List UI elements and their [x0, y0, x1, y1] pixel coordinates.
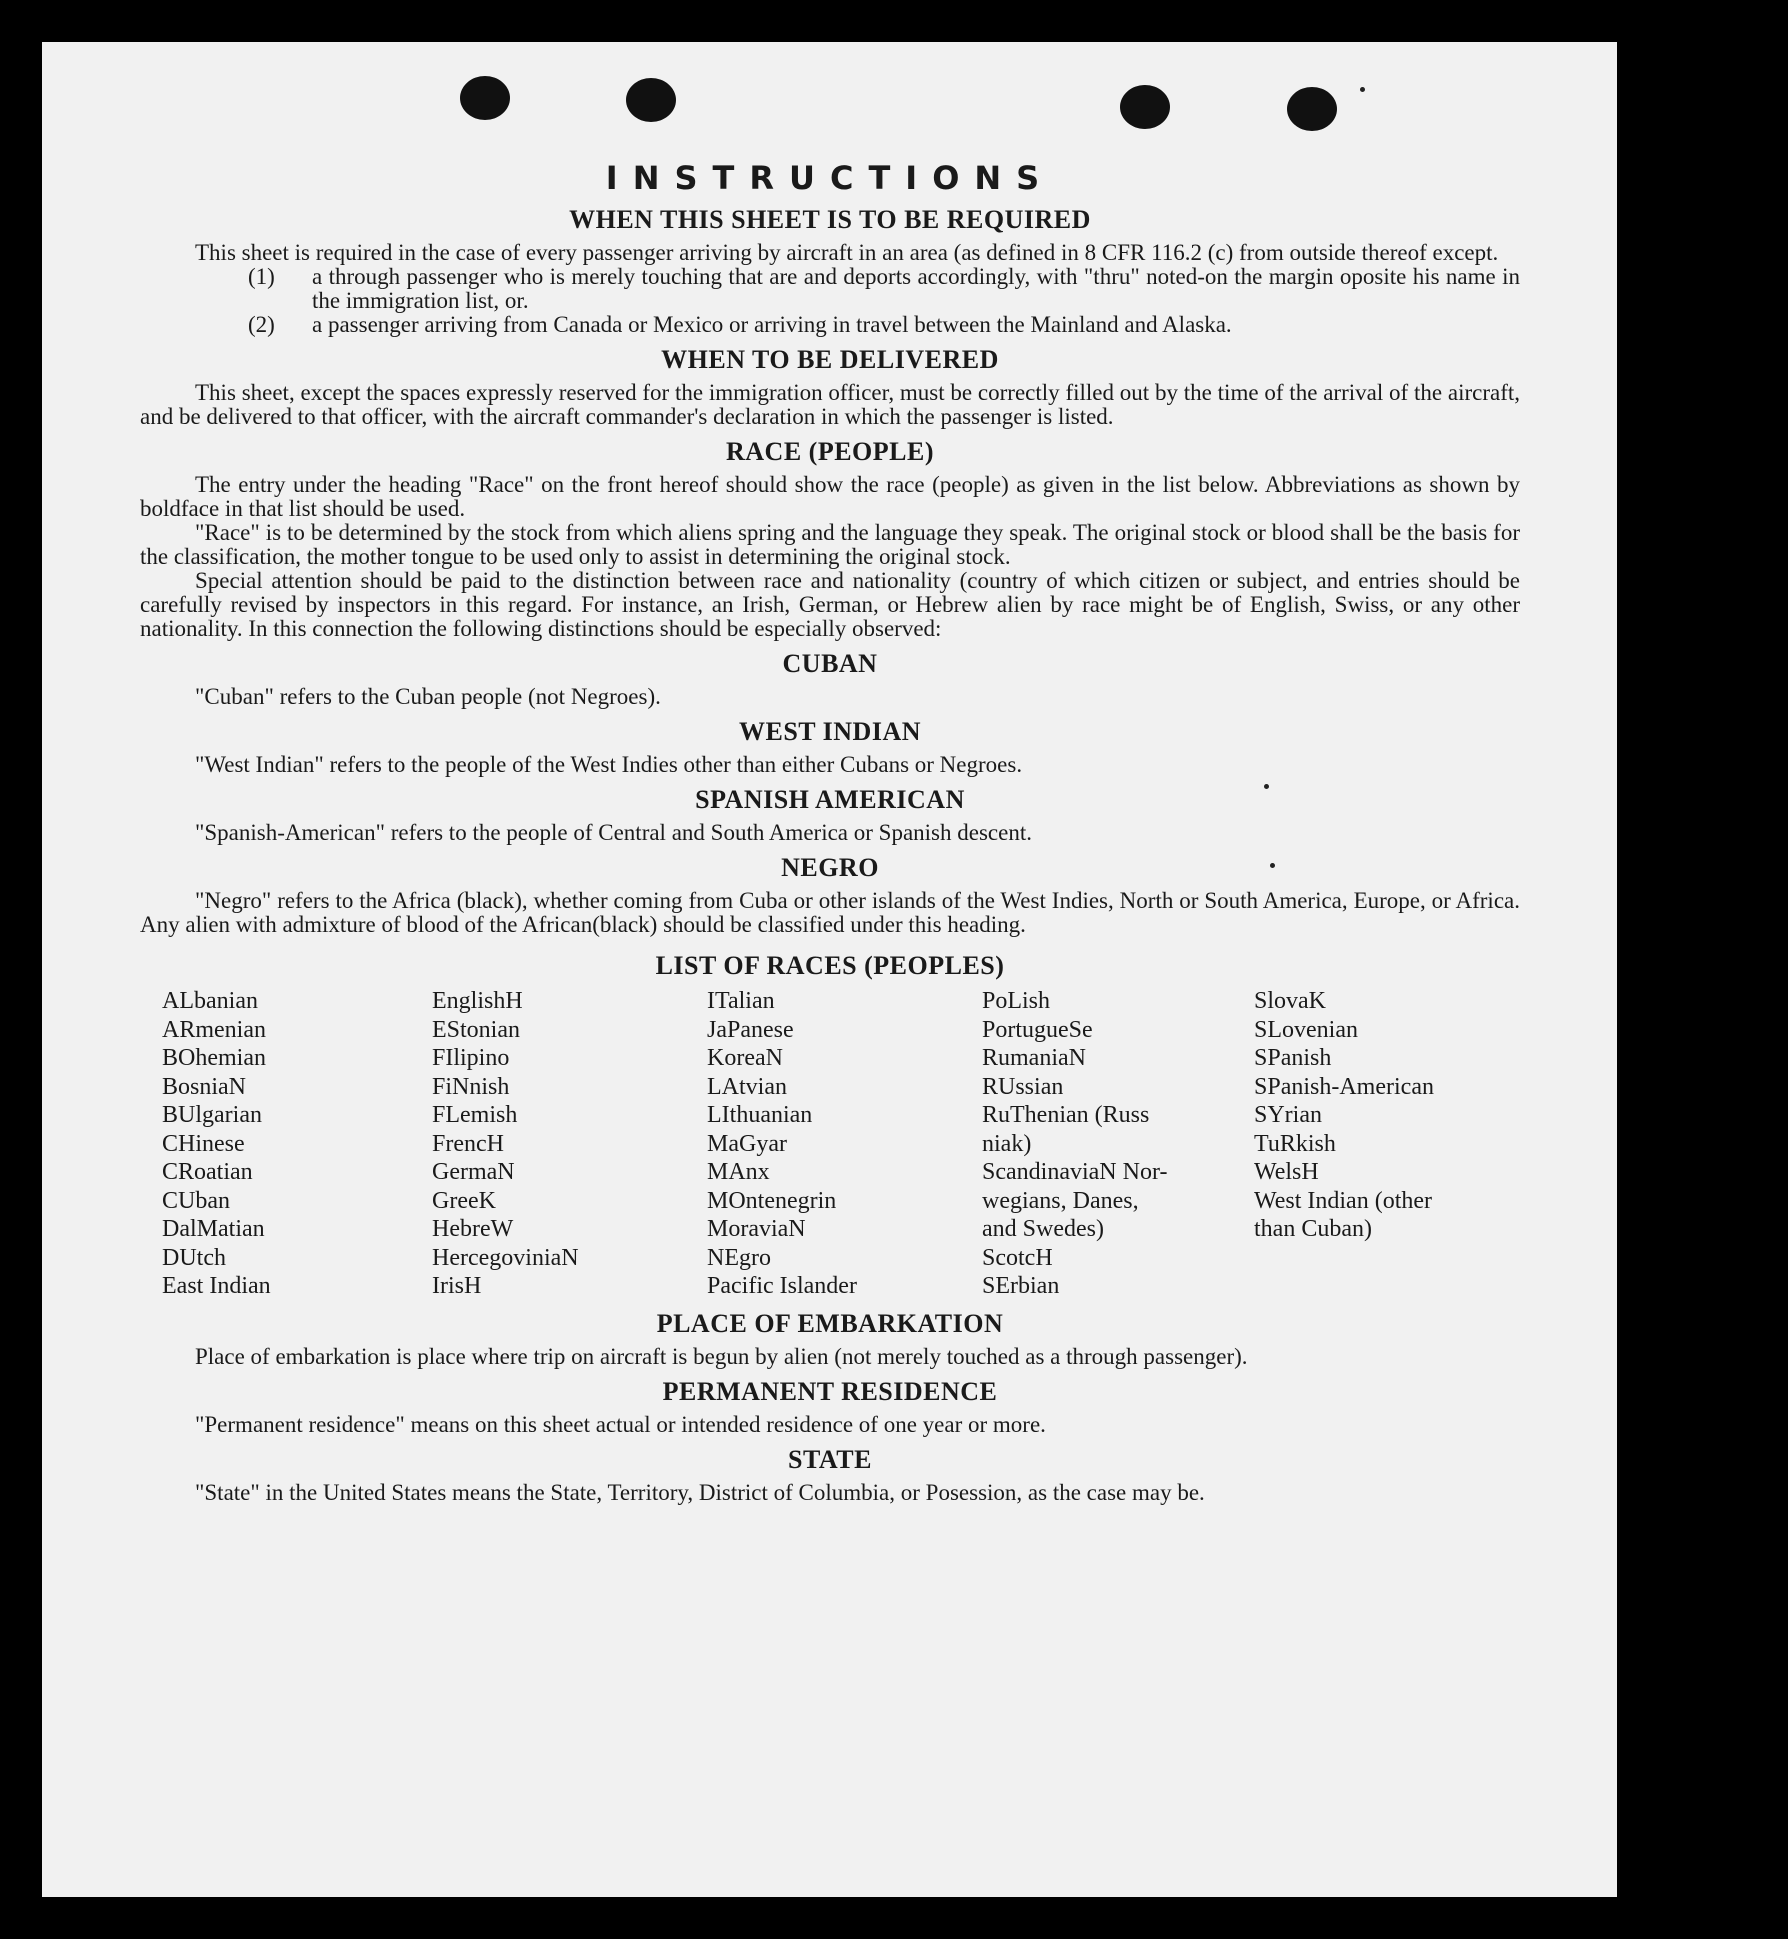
race-entry: FrencH [432, 1130, 504, 1157]
section-heading-race: RACE (PEOPLE) [726, 437, 934, 466]
races-column [1254, 987, 1542, 1301]
section-heading-list-of-races: LIST OF RACES (PEOPLES) [655, 951, 1005, 980]
dust-speck [1360, 87, 1365, 92]
race-paragraph-1: The entry under the heading "Race" on the front hereof should show the race (people) as given in the list below. Abbreviations as shown by boldface in that list should be used. [140, 472, 1520, 521]
race-entry: LAtvian [707, 1073, 787, 1100]
race-paragraph-2: "Race" is to be determined by the stock from which aliens spring and the language they speak. The original stock or blood shall be the basis for the classification, the mother tongue to be used only to assist in determining the original stock. [140, 520, 1520, 569]
race-entry: FIlipino [432, 1045, 510, 1071]
race-entry: WelsH [1254, 1159, 1319, 1185]
negro-text: "Negro" refers to the Africa (black), whether coming from Cuba or other islands of the West Indies, North or South America, Europe, or Africa. Any alien with admixture of blood of the African(black) should be classified under this heading. [140, 888, 1520, 937]
race-entry: SYrian [1254, 1102, 1322, 1128]
race-entry: ScotcH [982, 1244, 1053, 1271]
race-entry: BosniaN [162, 1073, 246, 1100]
punch-hole-1 [460, 76, 510, 120]
when-required-intro: This sheet is required in the case of every passenger arriving by aircraft in an area (as defined in 8 CFR 116.2 (c) from outside thereof except. [195, 240, 1499, 265]
race-entry: RUssian [982, 1073, 1064, 1100]
race-entry: SErbian [982, 1273, 1060, 1299]
race-entry: MoraviaN [707, 1216, 806, 1242]
state-text: "State" in the United States means the State, Territory, District of Columbia, or Posession, as the case may be. [195, 1479, 1205, 1505]
race-entry: SPanish [1254, 1045, 1332, 1071]
race-paragraph-3: Special attention should be paid to the distinction between race and nationality (country of which citizen or subject, and entries should be carefully revised by inspectors in this regard. For instance, an Irish, German, or Hebrew alien by race might be of English, Swiss, or any other nationality. In this connection the following distinctions should be especially observed: [140, 568, 1520, 641]
section-heading-permanent-residence: PERMANENT RESIDENCE [662, 1376, 998, 1406]
race-entry: DalMatian [162, 1216, 265, 1242]
race-entry: BUlgarian [162, 1102, 262, 1128]
race-entry: ARmenian [162, 1016, 266, 1043]
section-heading-when-delivered: WHEN TO BE DELIVERED [661, 345, 999, 374]
race-entry: BOhemian [162, 1045, 266, 1071]
races-column [162, 987, 432, 1301]
race-entry: FiNnish [432, 1073, 510, 1100]
race-entry: CRoatian [162, 1159, 253, 1185]
exception-text: a passenger arriving from Canada or Mexico or arriving in travel between the Mainland and Alaska. [312, 312, 1232, 337]
race-entry: GermaN [432, 1159, 515, 1185]
exception-text: a through passenger who is merely touching that are and deports accordingly, with "thru" noted-on the margin oposite his name in the immigration list, or. [312, 264, 1520, 313]
race-entry: RumaniaN [982, 1045, 1086, 1071]
race-entry: EnglishH [432, 988, 523, 1014]
exception-item [140, 313, 1520, 337]
race-entry: LIthuanian [707, 1102, 813, 1128]
cuban-text: "Cuban" refers to the Cuban people (not Negroes). [195, 684, 661, 709]
race-entry: Pacific Islander [707, 1273, 857, 1299]
instructions-content [140, 159, 1520, 1505]
race-entry: MaGyar [707, 1130, 787, 1157]
section-heading-state: STATE [788, 1444, 872, 1474]
race-entry: ALbanian [162, 988, 258, 1014]
race-entry: ITalian [707, 988, 775, 1014]
race-entry: MAnx [707, 1159, 770, 1185]
exception-number: (1) [248, 264, 275, 289]
race-entry: KoreaN [707, 1045, 783, 1071]
section-heading-cuban: CUBAN [782, 649, 878, 678]
race-entry: PortugueSe [982, 1016, 1093, 1043]
races-list [162, 987, 1520, 1301]
section-heading-when-required: WHEN THIS SHEET IS TO BE REQUIRED [569, 205, 1091, 234]
race-entry: JaPanese [707, 1016, 794, 1043]
page-title: INSTRUCTIONS [605, 159, 1055, 197]
race-entry: RuThenian (Russ niak) [982, 1102, 1150, 1157]
race-entry: West Indian (other than Cuban) [1254, 1187, 1433, 1242]
race-entry: ScandinaviaN Nor- wegians, Danes, and Swedes) [982, 1159, 1168, 1242]
races-column [432, 987, 707, 1301]
race-entry: EStonian [432, 1016, 520, 1043]
spanish-american-text: "Spanish-American" refers to the people of Central and South America or Spanish descent. [195, 820, 1032, 845]
race-entry: PoLish [982, 988, 1051, 1014]
race-entry: NEgro [707, 1244, 771, 1271]
section-heading-embarkation: PLACE OF EMBARKATION [656, 1308, 1004, 1338]
embarkation-text: Place of embarkation is place where trip on aircraft is begun by alien (not merely touched as a through passenger). [195, 1343, 1248, 1369]
race-entry: CUban [162, 1187, 230, 1214]
races-column [707, 987, 982, 1301]
permanent-residence-text: "Permanent residence" means on this sheet actual or intended residence of one year or more. [195, 1411, 1046, 1437]
race-entry: SPanish-American [1254, 1073, 1434, 1100]
race-entry: East Indian [162, 1273, 271, 1299]
document-sheet [42, 42, 1617, 1897]
punch-hole-4 [1287, 87, 1337, 131]
race-entry: FLemish [432, 1102, 518, 1128]
section-heading-west-indian: WEST INDIAN [738, 717, 921, 746]
race-entry: DUtch [162, 1244, 226, 1271]
race-entry: HercegoviniaN [432, 1244, 579, 1271]
punch-hole-2 [626, 78, 676, 122]
section-heading-spanish-american: SPANISH AMERICAN [695, 785, 965, 814]
section-heading-negro: NEGRO [781, 853, 879, 882]
race-entry: GreeK [432, 1187, 496, 1214]
races-column [982, 987, 1254, 1301]
punch-hole-3 [1120, 85, 1170, 129]
when-delivered-text: This sheet, except the spaces expressly reserved for the immigration officer, must be correctly filled out by the time of the arrival of the aircraft, and be delivered to that officer, with the aircraft commander's declaration in which the passenger is listed. [140, 380, 1520, 429]
race-entry: CHinese [162, 1130, 245, 1157]
race-entry: HebreW [432, 1216, 514, 1242]
exception-number: (2) [248, 312, 275, 337]
race-entry: MOntenegrin [707, 1187, 837, 1214]
race-entry: SlovaK [1254, 988, 1326, 1014]
west-indian-text: "West Indian" refers to the people of the West Indies other than either Cubans or Negroes. [195, 752, 1023, 777]
race-entry: TuRkish [1254, 1130, 1336, 1157]
exception-item [140, 265, 1520, 313]
race-entry: SLovenian [1254, 1016, 1358, 1043]
race-entry: IrisH [432, 1273, 482, 1299]
